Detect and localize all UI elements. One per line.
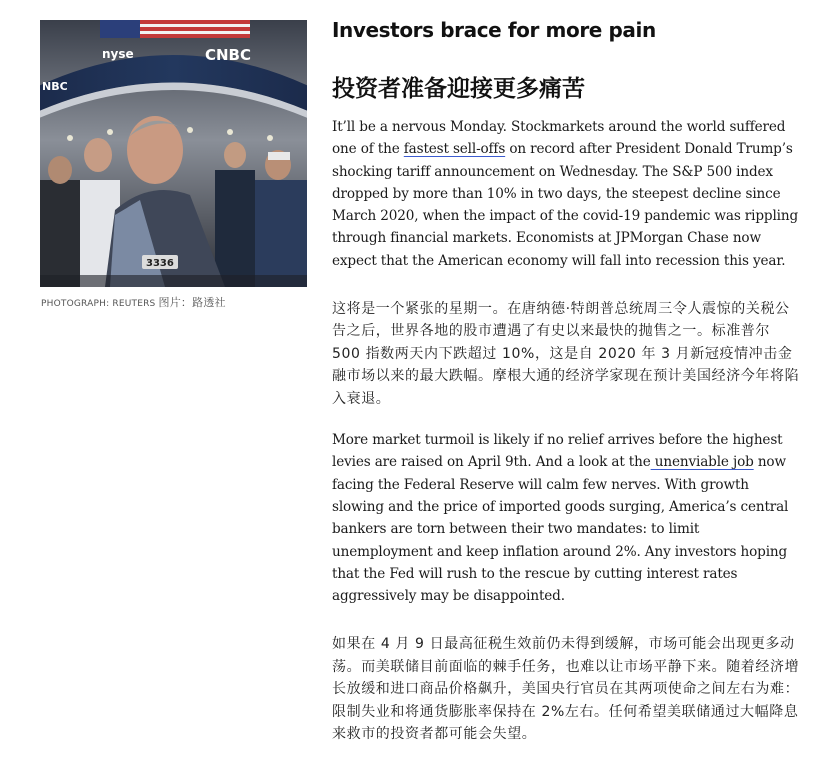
paragraph-1-text-b: on record after President Donald Trump’s shocking tariff announcement on Wednesday. The S&P 500 index dropped by more than 10% in two days, the steepest decline since March 2020, when the impact of the covid-19 pandemic was rippling through financial markets. Economists at JPMorgan Chase now expect that the American economy will fall into recession this year. xyxy=(332,141,799,269)
photo-credit: PHOTOGRAPH: REUTERS xyxy=(41,299,156,309)
headline-english: Investors brace for more pain xyxy=(332,18,656,42)
fastest-selloffs-link[interactable]: fastest sell-offs xyxy=(403,141,506,158)
article-photo xyxy=(40,20,307,287)
paragraph-3-text-a: More market turmoil is likely if no relief arrives before the highest levies are raised on April 9th. And a look at the xyxy=(332,432,783,471)
cnbc-sign: CNBC xyxy=(205,46,252,64)
paragraph-2-chinese: 这将是一个紧张的星期一。在唐纳德·特朗普总统周三令人震惊的关税公告之后，世界各地的股市遭遇了有史以来最快的抛售之一。标准普尔 500 指数两天内下跌超过 10%，这是自 2020 年 3 月新冠疫情冲击金融市场以来的最大跌幅。摩根大通的经济学家现在预计美国经济今年将陷入衰退。 xyxy=(332,301,800,407)
trader-badge: 3336 xyxy=(146,258,174,269)
paragraph-3-english xyxy=(332,429,802,607)
paragraph-1-english xyxy=(332,116,802,272)
headline-chinese: 投资者准备迎接更多痛苦 xyxy=(332,76,585,102)
paragraph-1-text-a: It’ll be a nervous Monday. Stockmarkets around the world suffered one of the xyxy=(332,119,786,158)
nyse-sign: nyse xyxy=(102,47,134,61)
paragraph-3-text-b: now facing the Federal Reserve will calm few nerves. With growth slowing and the price of imported goods surging, America’s central bankers are torn between their two mandates: to limit unemployment and keep inflation around 2%. Any investors hoping that the Fed will rush to the rescue by cutting interest rates aggressively may be disappointed. xyxy=(332,454,789,605)
nbc-sign: NBC xyxy=(42,80,68,93)
article-body xyxy=(332,16,802,746)
photo-credit-cn: 图片：路透社 xyxy=(158,296,226,309)
unenviable-job-link[interactable]: unenviable job xyxy=(650,454,754,471)
paragraph-4-chinese: 如果在 4 月 9 日最高征税生效前仍未得到缓解，市场可能会出现更多动荡。而美联储目前面临的棘手任务，也难以让市场平静下来。随着经济增长放缓和进口商品价格飙升，美国央行官员在其两项使命之间左右为难：限制失业和将通货膨胀率保持在 2%左右。任何希望美联储通过大幅降息来救市的投资者都可能会失望。 xyxy=(332,636,800,743)
photo-caption xyxy=(41,294,226,310)
